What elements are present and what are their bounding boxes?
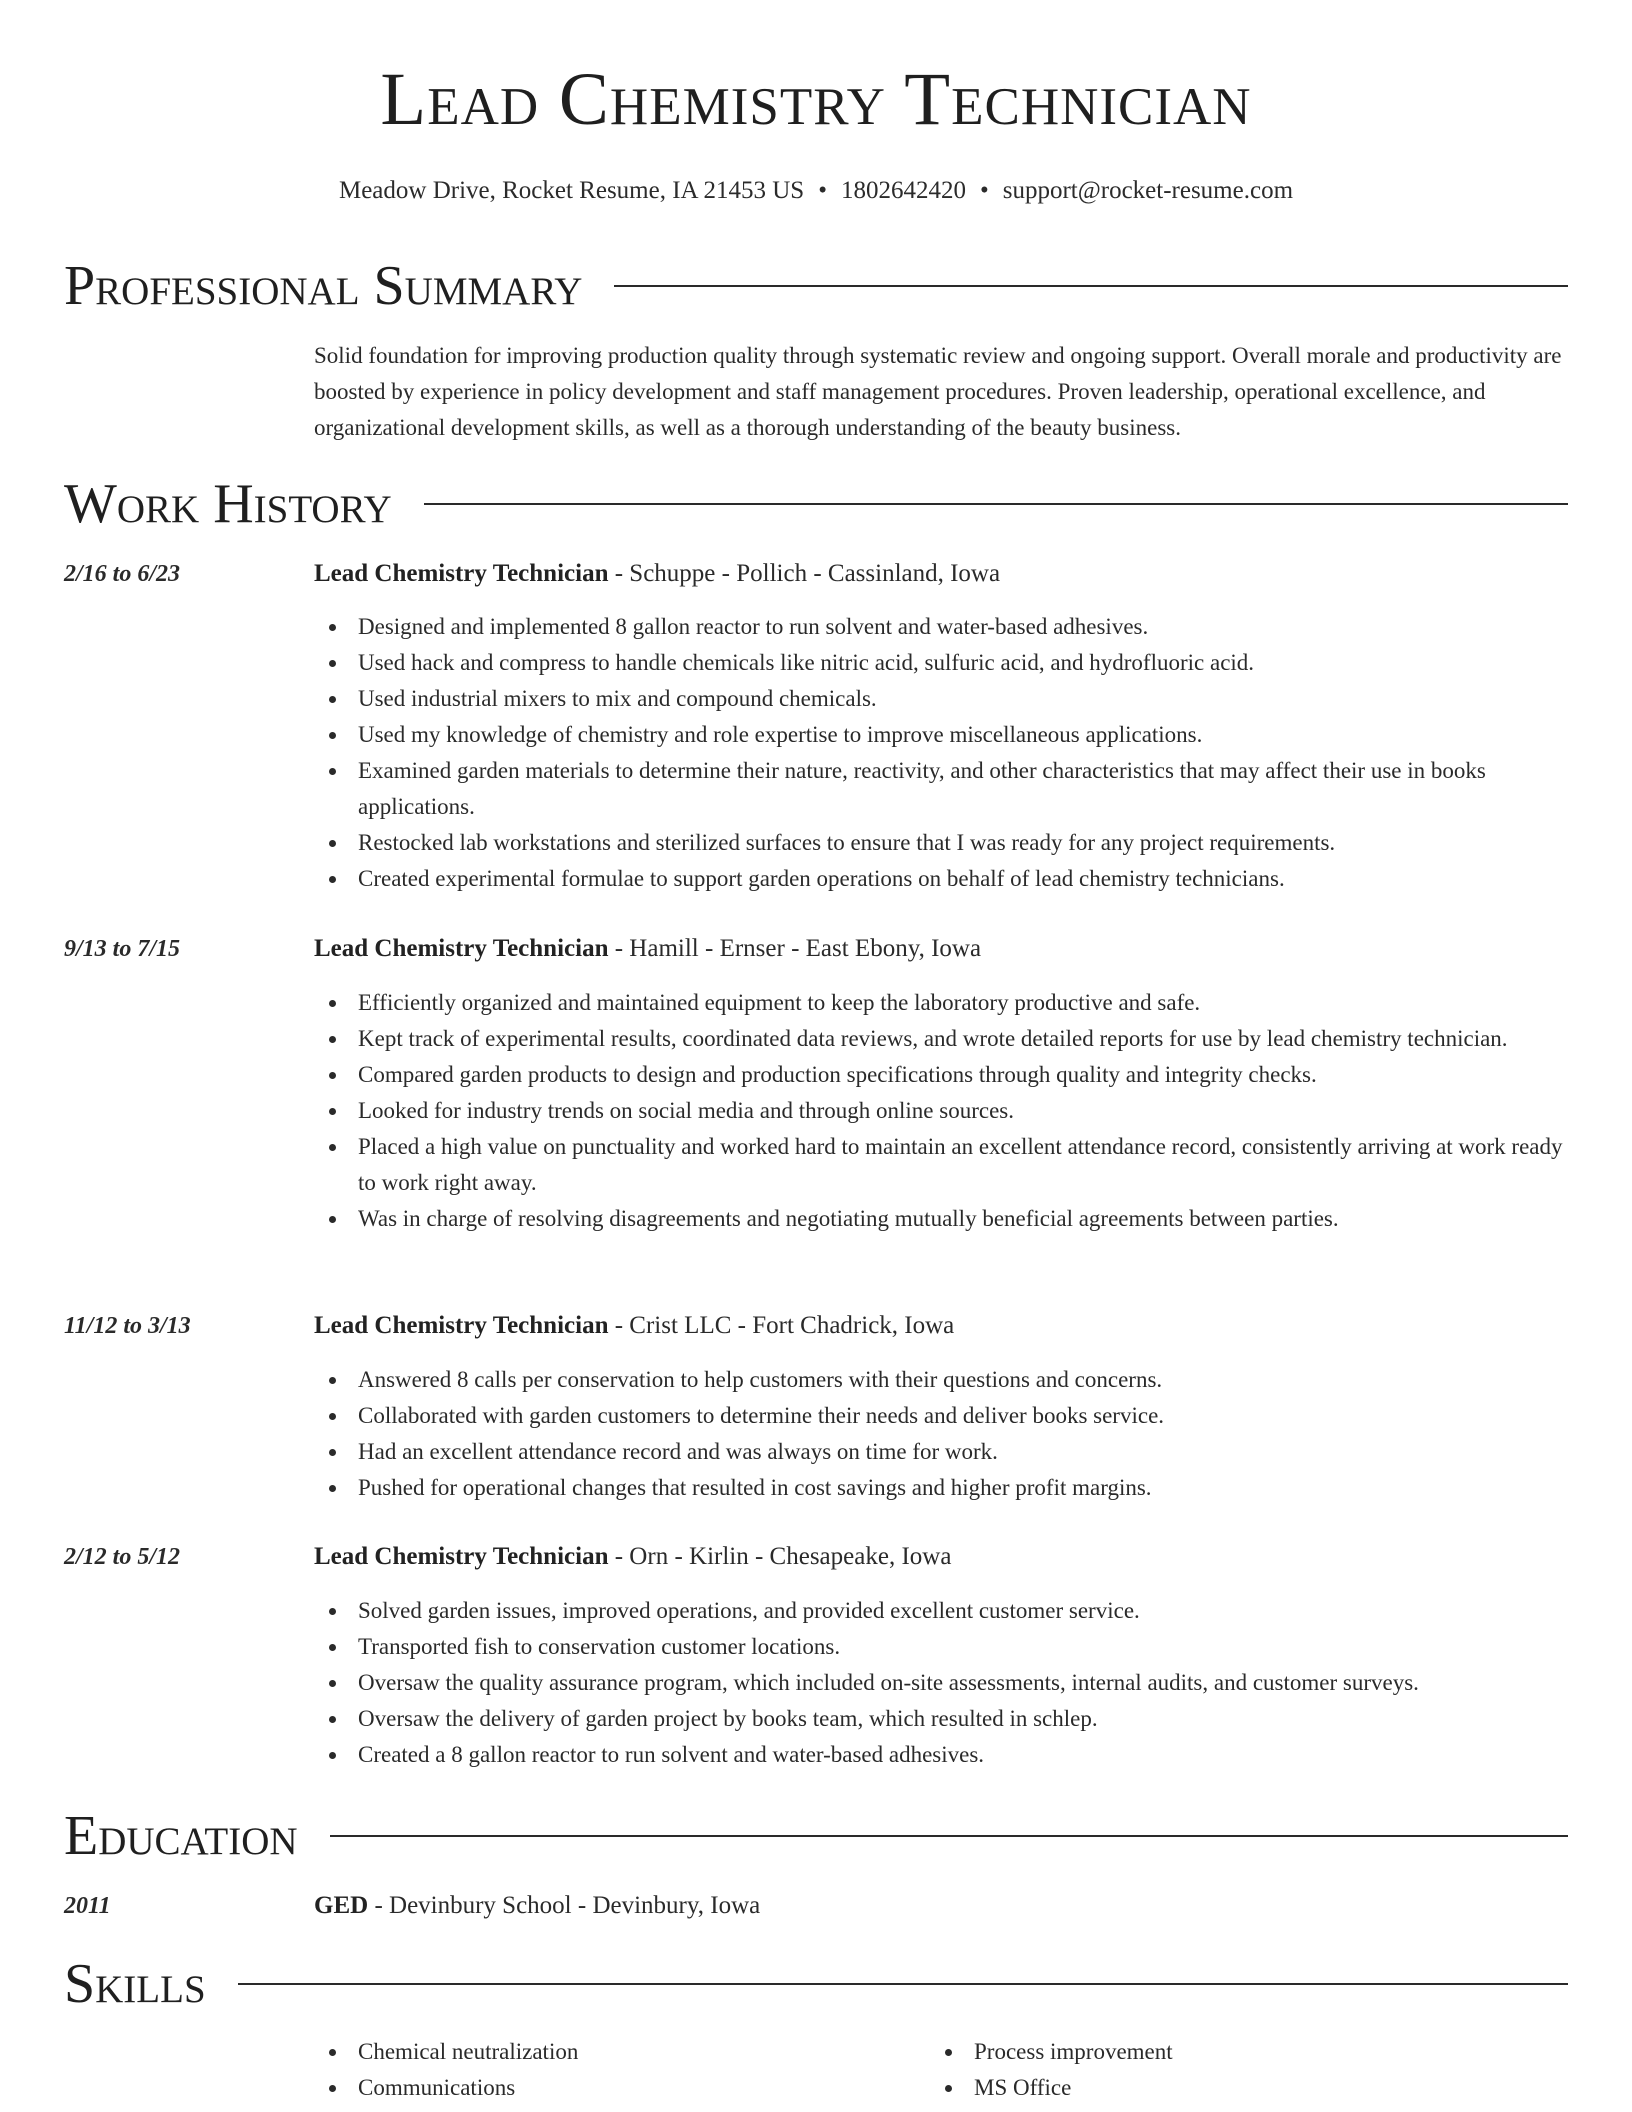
job-dates: 11/12 to 3/13 (64, 1313, 191, 1339)
job-company: - Schuppe - Pollich - Cassinland, Iowa (608, 560, 1001, 587)
contact-address: Meadow Drive, Rocket Resume, IA 21453 US (338, 177, 805, 204)
job-bullet: Transported fish to conservation customer locations. (314, 1629, 1568, 1665)
skills-heading: Skills (64, 1953, 206, 2015)
education-degree: GED (314, 1892, 369, 1919)
job-title: Lead Chemistry Technician (314, 560, 609, 587)
skill-item: MS Office (930, 2070, 1530, 2106)
job-bullet: Oversaw the quality assurance program, which included on-site assessments, internal audits, and customer surveys. (314, 1665, 1568, 1701)
job-bullet: Used industrial mixers to mix and compound chemicals. (314, 681, 1568, 717)
job-bullet: Kept track of experimental results, coordinated data reviews, and wrote detailed reports for use by lead chemistry technician. (314, 1021, 1568, 1057)
contact-phone: 1802642420 (840, 177, 966, 204)
job-heading (314, 1542, 1568, 1572)
job-bullet: Examined garden materials to determine their nature, reactivity, and other characteristics that may affect their use in books applications. (314, 753, 1568, 825)
resume-name: Lead Chemistry Technician (380, 58, 1252, 141)
skills-section-header (64, 1953, 1568, 2015)
contact-line (0, 176, 1632, 206)
job-bullet: Pushed for operational changes that resulted in cost savings and higher profit margins. (314, 1470, 1568, 1506)
job-bullet: Used my knowledge of chemistry and role expertise to improve miscellaneous applications. (314, 717, 1568, 753)
education-school: - Devinbury School - Devinbury, Iowa (368, 1892, 761, 1919)
job-bullet: Collaborated with garden customers to determine their needs and deliver books service. (314, 1398, 1568, 1434)
education-section-header (64, 1805, 1568, 1867)
job-title: Lead Chemistry Technician (314, 1312, 609, 1339)
job-title: Lead Chemistry Technician (314, 1543, 609, 1570)
contact-separator: • (979, 177, 989, 204)
job-bullet: Created a 8 gallon reactor to run solvent and water-based adhesives. (314, 1737, 1568, 1773)
skill-item: Process improvement (930, 2034, 1530, 2070)
job-title: Lead Chemistry Technician (314, 935, 609, 962)
job-bullets (314, 1362, 1568, 1506)
job-bullet: Created experimental formulae to support garden operations on behalf of lead chemistry technicians. (314, 861, 1568, 897)
skill-item: Chemical neutralization (314, 2034, 914, 2070)
job-bullets (314, 985, 1568, 1237)
job-heading (314, 559, 1568, 589)
education-heading: Education (64, 1805, 298, 1867)
job-heading (314, 934, 1568, 964)
job-bullet: Was in charge of resolving disagreements and negotiating mutually beneficial agreements between parties. (314, 1201, 1568, 1237)
job-bullet: Used hack and compress to handle chemicals like nitric acid, sulfuric acid, and hydrofluoric acid. (314, 645, 1568, 681)
job-bullet: Efficiently organized and maintained equipment to keep the laboratory productive and safe. (314, 985, 1568, 1021)
job-bullets (314, 1593, 1568, 1773)
contact-separator: • (818, 177, 827, 204)
summary-text: Solid foundation for improving production quality through systematic review and ongoing support. Overall morale and productivity are boosted by experience in policy development and staff management procedures. Proven leadership, operational excellence, and organizational development skills, as well as a thorough understanding of the beauty business. (314, 343, 1562, 440)
job-bullet: Answered 8 calls per conservation to help customers with their questions and concerns. (314, 1362, 1568, 1398)
section-divider (614, 285, 1568, 287)
job-heading (314, 1311, 1568, 1341)
summary-heading: Professional Summary (64, 255, 583, 317)
job-bullet: Solved garden issues, improved operations, and provided excellent customer service. (314, 1593, 1568, 1629)
contact-email: support@rocket-resume.com (1002, 177, 1294, 204)
work-section-header (64, 473, 1568, 535)
job-bullet: Looked for industry trends on social media and through online sources. (314, 1093, 1568, 1129)
job-bullet: Designed and implemented 8 gallon reactor to run solvent and water-based adhesives. (314, 609, 1568, 645)
section-divider (330, 1835, 1568, 1837)
job-company: - Hamill - Ernser - East Ebony, Iowa (608, 935, 982, 962)
job-dates: 2/12 to 5/12 (64, 1544, 181, 1570)
job-bullets (314, 609, 1568, 897)
education-year: 2011 (64, 1893, 111, 1919)
job-dates: 9/13 to 7/15 (64, 936, 181, 962)
section-divider (424, 503, 1568, 505)
job-bullet: Oversaw the delivery of garden project by books team, which resulted in schlep. (314, 1701, 1568, 1737)
job-bullet: Restocked lab workstations and sterilized surfaces to ensure that I was ready for any project requirements. (314, 825, 1568, 861)
skills-list-left (314, 2034, 914, 2106)
skill-item: Communications (314, 2070, 914, 2106)
job-bullet: Placed a high value on punctuality and worked hard to maintain an excellent attendance record, consistently arriving at work ready to work right away. (314, 1129, 1568, 1201)
job-company: - Orn - Kirlin - Chesapeake, Iowa (608, 1543, 952, 1570)
summary-section-header (64, 255, 1568, 317)
job-company: - Crist LLC - Fort Chadrick, Iowa (608, 1312, 955, 1339)
work-heading: Work History (64, 473, 392, 535)
section-divider (238, 1983, 1568, 1985)
education-entry (314, 1891, 1568, 1921)
job-dates: 2/16 to 6/23 (64, 561, 181, 587)
job-bullet: Had an excellent attendance record and was always on time for work. (314, 1434, 1568, 1470)
job-bullet: Compared garden products to design and production specifications through quality and integrity checks. (314, 1057, 1568, 1093)
skills-list-right (930, 2034, 1530, 2106)
